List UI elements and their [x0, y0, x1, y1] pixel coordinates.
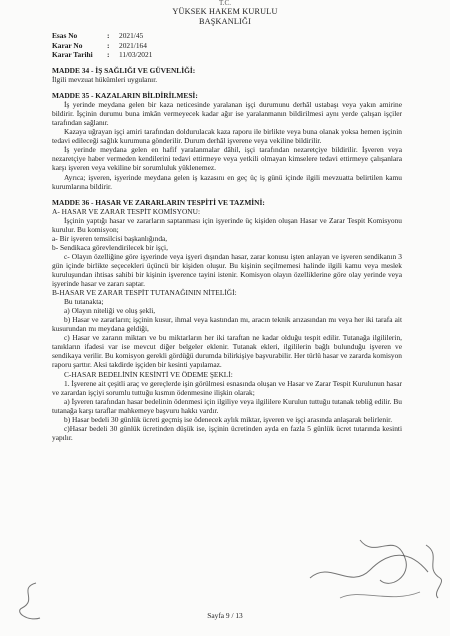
madde35-paragraph: Ayrıca; işveren, işyerinde meydana gelen iş kazasını en geç üç iş günü içinde ilgili mevzuatta belirtilen kamu kurumlarına bildirir. — [52, 172, 402, 191]
meta-value: 11/03/2021 — [119, 50, 153, 60]
meta-value: 2021/45 — [119, 31, 144, 40]
madde36-paragraph: İşçinin yaptığı hasar ve zararların saptanması için işyerinde üç kişiden oluşan Hasar ve Zarar Tespit Komisyonu kurulur. Bu komisyon; — [52, 215, 402, 234]
madde36-paragraph: 1. İşverene ait çeşitli araç ve gereçlerde işin görülmesi esnasında oluşan ve Hasar ve Zarar Tespit Kurulunun hasar ve zarardan işçiyi sorumlu tuttuğu kısmın ödenmesine ilişkin olarak; — [52, 378, 402, 397]
madde36-paragraph: Bu tutanakta; — [64, 297, 104, 307]
madde35-paragraph: Kazaya uğrayan işçi amiri tarafından doldurulacak kaza raporu ile birlikte veya buna olanak yoksa hemen işçinin tedavi edileceği sağlık kurumuna gönderilir. Durum derhâl işverene veya vekiline bildirilir. — [52, 127, 402, 146]
meta-row-esas — [52, 31, 152, 41]
madde36-list-item: b) Hasar bedeli 30 günlük ücreti geçmiş ise ödenecek aylık miktar, işveren ve işçi arasında anlaşarak belirlenir. — [64, 414, 393, 424]
madde36-list-item: c) Hasar ve zararın miktarı ve bu miktarların her iki taraftan ne kadar olduğu tespit edilir. Tutanağa ilgililerin, tanıkların ifadesi var ise mevcut diğer belgeler eklenir. Tutanak ekleri, ilgililerin bağlı bulunduğu işveren ve sendikaya verilir. Bu komisyon gerekli gördüğü durumda bilirkişiye başvurabilir. Her türlü hasar ve zararda komisyon raporu şarttır. Aksi takdirde işçiden bir kesinti yapılamaz. — [52, 333, 402, 370]
case-meta — [52, 31, 152, 60]
meta-label: Karar No — [52, 40, 83, 50]
madde36-c-title: C-HASAR BEDELİNİN KESİNTİ VE ÖDEME ŞEKLİ: — [64, 369, 233, 379]
madde34-title: MADDE 34 - İŞ SAĞLIĞI VE GÜVENLİĞİ: — [52, 66, 196, 75]
madde35-paragraph: İş yerinde meydana gelen en hafif yaralanmalar dâhil, işçi tarafından nezaretçiye bildirilir. İşveren veya nezaretçiye haber vermeden kendilerini tedavi ettirmeye veya yetkili olmayan kimselere tedavi ettirmeye çalışanlara karşı işveren veya vekiline bir sorumluluk yüklenemez. — [52, 145, 402, 173]
meta-label: Karar Tarihi — [52, 50, 93, 60]
meta-row-tarih — [52, 50, 152, 60]
madde35-paragraph: İş yerinde meydana gelen bir kaza neticesinde yaralanan işçi durumunu derhâl ustabaşı veya yakın amirine bildirir. İşçinin durumu buna imkân vermeyecek kadar ağır ise yaralanmanın bildirilmesi aynı yerde çalışan işçiler tarafından sağlanır. — [52, 100, 402, 128]
meta-label: Esas No — [52, 31, 78, 40]
meta-value: 2021/164 — [119, 40, 147, 50]
meta-row-karar — [52, 41, 152, 51]
madde34-text: İlgili mevzuat hükümleri uygulanır. — [52, 75, 158, 85]
madde36-a-title: A- HASAR VE ZARAR TESPİT KOMİSYONU: — [52, 206, 201, 216]
madde35-title: MADDE 35 - KAZALARIN BİLDİRİLMESİ: — [52, 91, 198, 101]
madde36-list-item: b) Hasar ve zararların; işçinin kusur, ihmal veya kastından mı, aracın teknik arızasından mı veya her iki tarafa ait kusurundan mı meydana geldiği, — [52, 315, 402, 334]
meta-colon: : — [107, 40, 110, 50]
page-number: Sayfa 9 / 13 — [207, 611, 243, 620]
madde36-b-title: B-HASAR VE ZARAR TESPİT TUTANAĞININ NİTELİĞİ: — [52, 288, 237, 298]
signature-scribble — [300, 520, 440, 610]
madde36-list-item: b- Sendikaca görevlendirilecek bir işçi, — [52, 242, 168, 252]
madde36-list-item: c)Hasar bedeli 30 günlük ücretinden düşük ise, işçinin ücretinden ayda en fazla 5 günlük ücret tutarında kesinti yapılır. — [52, 423, 402, 442]
meta-colon: : — [107, 31, 110, 40]
madde36-list-item: a) Olayın niteliği ve oluş şekli, — [64, 306, 156, 316]
meta-colon: : — [107, 50, 110, 60]
madde36-list-item: a) İşveren tarafından hasar bedelinin ödenmesi için ilgiliye veya ilgililere Kurulun tuttuğu tutanak tebliğ edilir. Bu tutanağa karşı taraflar mahkemeye başvuru hakkı vardır. — [52, 396, 402, 415]
madde36-list-item: c- Olayın özelliğine göre işyerinde veya işyeri dışından hasar, zarar konusu işten anlayan ve işveren sendikanın 3 gün içinde birlikte seçecekleri üçüncü bir kişiden oluşur. Bu kişinin seçilmemesi halinde ilgili kamu veya meslek kuruluşundan ihtisas sahibi bir kişinin işverence tayini istenir. Komisyon olayın özelliklerine göre olay yerinde veya işyerinde hasar ve zararı saptar. — [52, 251, 402, 289]
header-subtitle: BAŞKANLIĞI — [198, 17, 252, 26]
madde36-title: MADDE 36 - HASAR VE ZARARLARIN TESPİTİ VE TAZMİNİ: — [52, 197, 265, 207]
margin-signature — [420, 540, 448, 600]
header-top-cut: T.C. — [219, 0, 231, 7]
madde36-list-item: a- Bir işveren temsilcisi başkanlığında, — [52, 233, 168, 243]
margin-signature — [8, 578, 48, 628]
header-title: YÜKSEK HAKEM KURULU — [172, 7, 278, 16]
document-body — [52, 66, 402, 442]
